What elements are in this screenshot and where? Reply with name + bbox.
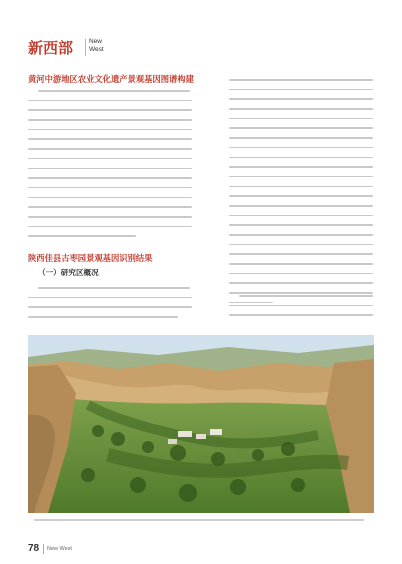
logo-text: 新西部 [28, 39, 74, 57]
subsection-heading-1: （一）研究区概况 [38, 268, 99, 277]
section-heading-2: 陕西佳县古枣园景观基因识别结果 [28, 253, 153, 263]
right-column-paragraph-2 [229, 295, 373, 316]
section-heading-1: 黄河中游地区农业文化遗产景观基因图谱构建 [28, 74, 194, 84]
right-column-paragraph-1 [229, 79, 373, 303]
photo-caption [34, 519, 364, 521]
page-number: 78 [28, 543, 40, 554]
landscape-photo [28, 335, 374, 513]
footer-title: New West [47, 546, 72, 552]
new-west-logo [28, 36, 82, 58]
footer-divider [43, 544, 44, 554]
page-footer [28, 543, 148, 557]
left-column-paragraph-1 [28, 90, 192, 237]
left-column-paragraph-2 [28, 287, 192, 318]
masthead-title: New West [89, 38, 104, 53]
masthead [28, 36, 118, 60]
masthead-divider [85, 39, 86, 56]
